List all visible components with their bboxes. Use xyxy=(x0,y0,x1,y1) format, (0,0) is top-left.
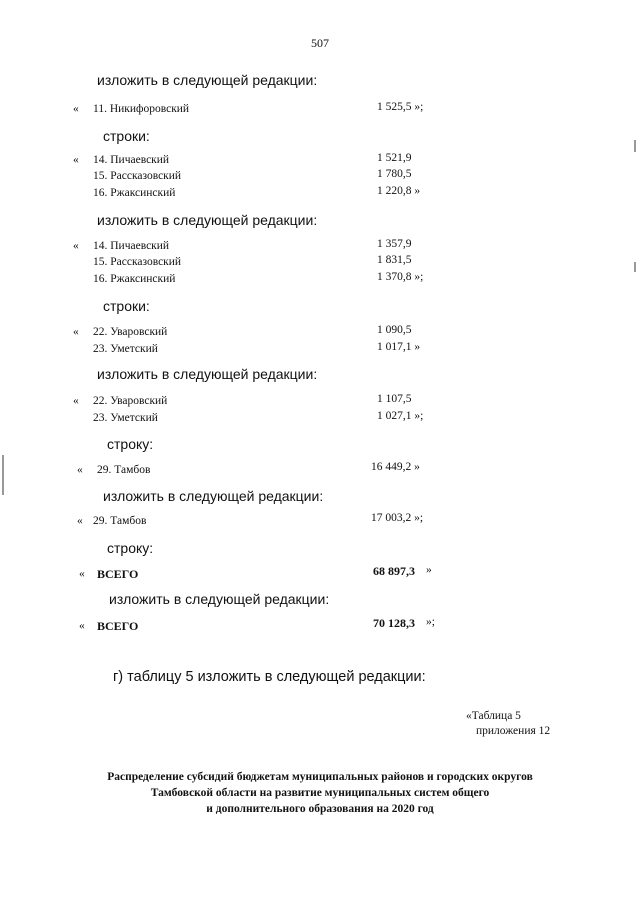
district-value: 1 521,9 xyxy=(377,152,412,164)
district-name: 15. Рассказовский xyxy=(93,170,182,182)
table-title-line1: Распределение субсидий бюджетам муниципальных районов и городских округов xyxy=(107,771,533,783)
close-quote: » xyxy=(426,564,432,576)
district-value: 1 780,5 xyxy=(377,168,412,180)
district-name: 11. Никифоровский xyxy=(93,103,190,115)
open-quote: « xyxy=(73,326,79,338)
open-quote: « xyxy=(73,395,79,407)
table-title-line3: и дополнительного образования на 2020 год xyxy=(206,803,434,815)
district-value: 1 831,5 xyxy=(377,254,412,266)
total-value: 68 897,3 xyxy=(373,564,415,578)
district-name: 29. Тамбов xyxy=(97,464,151,476)
district-value: 16 449,2 » xyxy=(371,461,420,473)
district-name: 14. Пичаевский xyxy=(93,240,170,252)
table-caption-line1: «Таблица 5 xyxy=(466,710,521,722)
open-quote: « xyxy=(77,464,83,476)
open-quote: « xyxy=(79,568,85,580)
instruction-edit: изложить в следующей редакции: xyxy=(103,488,324,504)
instruction-lines: строки: xyxy=(103,128,150,144)
total-label: ВСЕГО xyxy=(97,619,139,633)
page-number: 507 xyxy=(311,36,329,50)
open-quote: « xyxy=(79,620,85,632)
table-title-line2: Тамбовской области на развитие муниципальных систем общего xyxy=(150,787,490,799)
district-value: 1 090,5 xyxy=(377,324,412,336)
district-value: 17 003,2 »; xyxy=(371,512,424,524)
instruction-edit: изложить в следующей редакции: xyxy=(97,212,318,228)
close-quote: »; xyxy=(426,616,435,628)
item-g-instruction: г) таблицу 5 изложить в следующей редакции: xyxy=(113,669,426,685)
district-name: 16. Ржаксинский xyxy=(93,273,176,285)
district-name: 23. Уметский xyxy=(93,412,158,424)
instruction-lines: строки: xyxy=(103,298,150,314)
scan-edge-mark xyxy=(2,455,4,495)
table-caption-line2: приложения 12 xyxy=(476,725,551,737)
district-name: 16. Ржаксинский xyxy=(93,187,176,199)
district-name: 15. Рассказовский xyxy=(93,256,182,268)
district-name: 22. Уваровский xyxy=(93,395,168,407)
district-value: 1 027,1 »; xyxy=(377,410,424,422)
district-name: 14. Пичаевский xyxy=(93,154,170,166)
district-name: 22. Уваровский xyxy=(93,326,168,338)
district-name: 29. Тамбов xyxy=(93,515,147,527)
district-value: 1 370,8 »; xyxy=(377,271,424,283)
instruction-edit: изложить в следующей редакции: xyxy=(97,72,318,88)
district-value: 1 220,8 » xyxy=(377,185,421,197)
total-value: 70 128,3 xyxy=(373,616,415,630)
total-label: ВСЕГО xyxy=(97,567,139,581)
open-quote: « xyxy=(77,515,83,527)
instruction-edit: изложить в следующей редакции: xyxy=(97,366,318,382)
district-value: 1 107,5 xyxy=(377,393,412,405)
open-quote: « xyxy=(73,103,79,115)
scan-edge-mark xyxy=(634,262,636,272)
district-value: 1 525,5 »; xyxy=(377,101,424,113)
district-value: 1 357,9 xyxy=(377,238,412,250)
open-quote: « xyxy=(73,154,79,166)
instruction-edit: изложить в следующей редакции: xyxy=(109,591,330,607)
district-value: 1 017,1 » xyxy=(377,341,421,353)
scan-edge-mark xyxy=(634,140,636,152)
district-name: 23. Уметский xyxy=(93,343,158,355)
instruction-line: строку: xyxy=(107,436,154,452)
open-quote: « xyxy=(73,240,79,252)
instruction-line: строку: xyxy=(107,540,154,556)
